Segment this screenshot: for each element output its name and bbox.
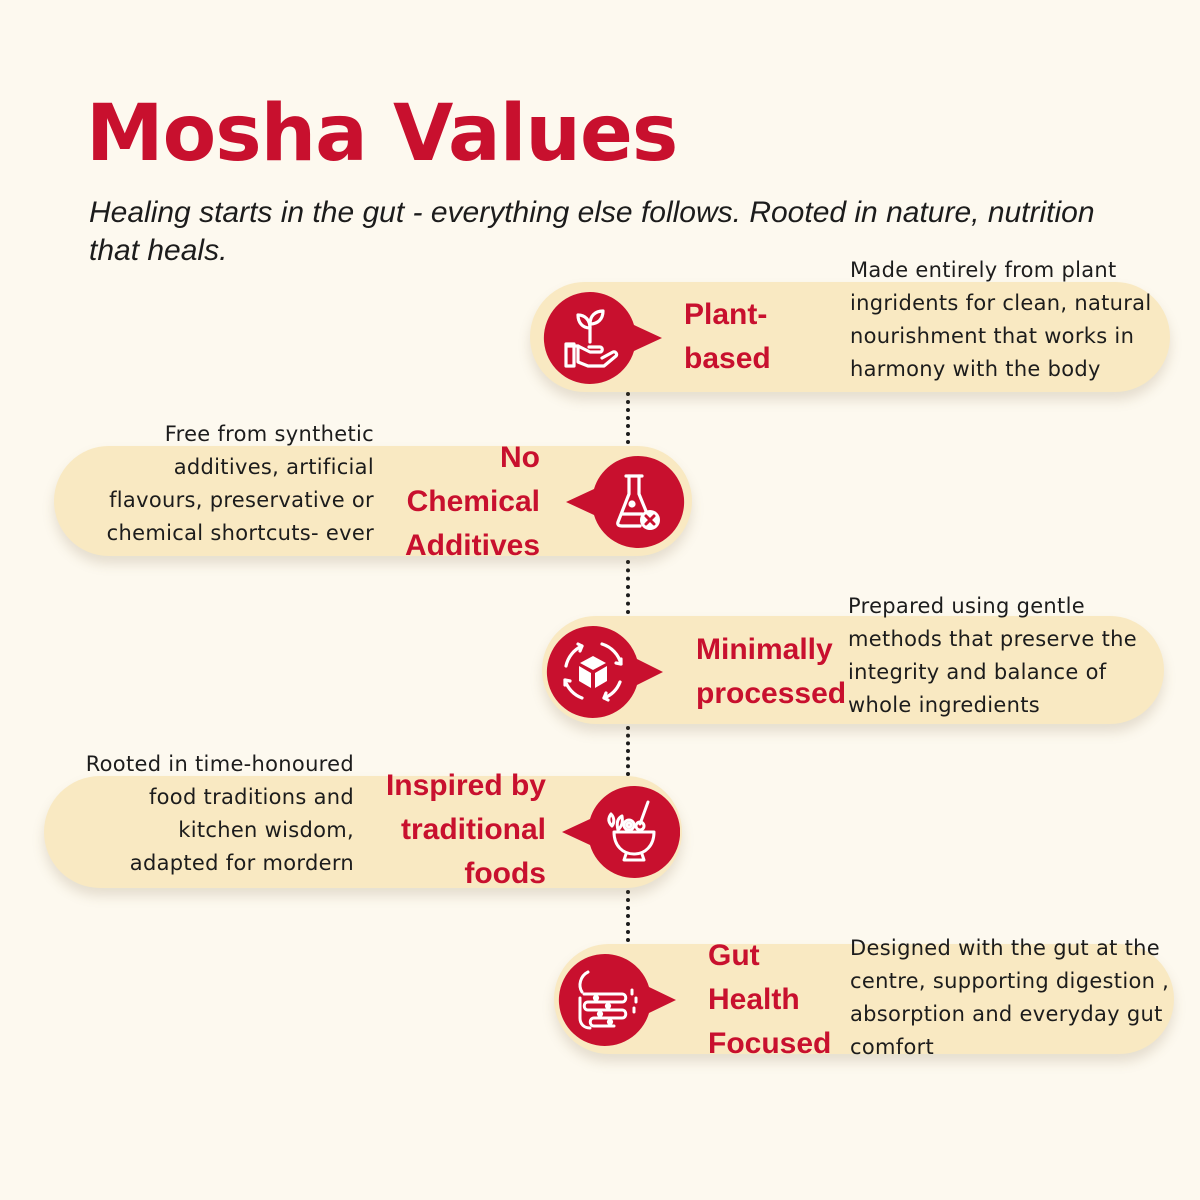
value-label-no-chemical-additives: No Chemical Additives	[404, 441, 540, 562]
page-title: Mosha Values	[86, 89, 678, 179]
connector-dots	[626, 726, 630, 776]
intestine-icon	[554, 952, 678, 1048]
recycle-box-icon	[542, 624, 666, 720]
value-description-traditional-foods: Rooted in time-honoured food traditions and kitchen wisdom, adapted for mordern	[85, 752, 354, 875]
value-label-traditional-foods: Inspired by traditional foods	[385, 769, 546, 890]
value-label-plant-based: Plant- based	[684, 298, 771, 375]
value-description-no-chemical-additives: Free from synthetic additives, artificial flavours, preservative or chemical shortcuts- ever	[106, 422, 374, 545]
value-description-gut-health: Designed with the gut at the centre, supporting digestion , absorption and everyday gut comfort	[850, 936, 1170, 1059]
connector-dots	[626, 890, 630, 942]
flask-with-cross-icon	[562, 454, 686, 550]
value-description-minimally-processed: Prepared using gentle methods that preserve the integrity and balance of whole ingredients	[848, 594, 1137, 717]
food-bowl-icon	[556, 784, 680, 880]
connector-dots	[626, 392, 630, 444]
value-label-gut-health: Gut Health Focused	[708, 939, 832, 1060]
connector-dots	[626, 560, 630, 614]
hand-with-plant-icon	[542, 290, 666, 386]
page-subtitle: Healing starts in the gut - everything else follows. Rooted in nature, nutrition that heals.	[89, 196, 1095, 267]
value-description-plant-based: Made entirely from plant ingridents for clean, natural nourishment that works in harmony with the body	[850, 258, 1152, 381]
value-label-minimally-processed: Minimally processed	[696, 633, 847, 710]
